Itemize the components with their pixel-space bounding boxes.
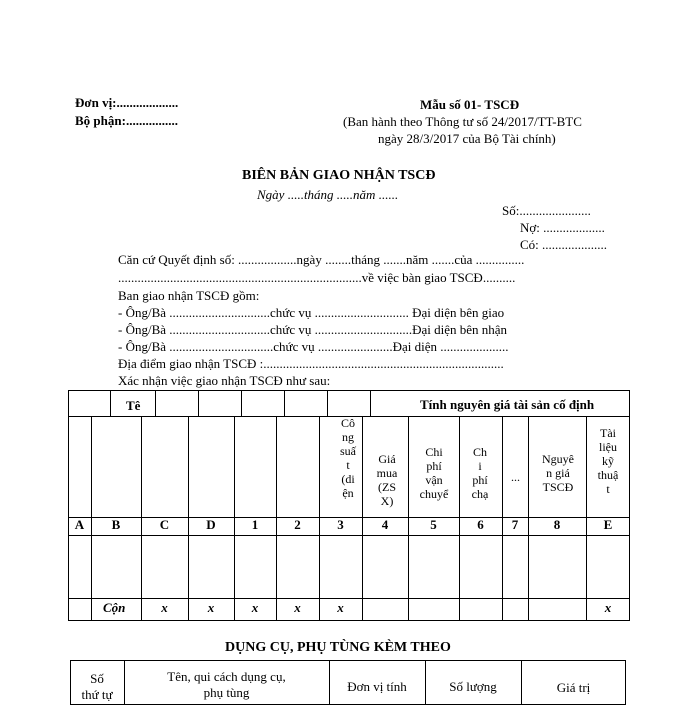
column-index-9: 6 [477, 517, 484, 532]
department-label: Bộ phận:................ [75, 113, 178, 128]
total-mark-0: x [161, 600, 168, 615]
accessories-header-unit: Đơn vị tính [347, 679, 407, 694]
column-index-7: 4 [381, 517, 389, 532]
accessories-header-no: Số thứ tự [81, 671, 113, 702]
accessories-header-value: Giá trị [556, 680, 591, 695]
credit-account: Có: .................... [520, 237, 608, 252]
column-index-11: 8 [553, 517, 561, 532]
issued-by-line1: (Ban hành theo Thông tư số 24/2017/TT-BTC [343, 114, 582, 129]
document-number: Số:...................... [502, 203, 591, 218]
column-index-8: 5 [430, 517, 437, 532]
debit-account: Nợ: ................... [520, 220, 605, 235]
body-line-giver: - Ông/Bà ...............................chức vụ ............................. Đại diện bên giao [118, 305, 505, 320]
document-title: BIÊN BẢN GIAO NHẬN TSCĐ [242, 168, 436, 183]
column-index-10: 7 [511, 517, 519, 532]
body-line-basis: Căn cứ Quyết định số: ..................ngày ........tháng .......năm .......của ............... [118, 252, 525, 267]
total-row-label: Cộn [103, 600, 126, 615]
body-line-representative: - Ông/Bà ................................chức vụ .......................Đại diện ..................... [118, 339, 509, 354]
unit-label: Đơn vị:................... [75, 95, 179, 110]
total-mark-1: x [207, 600, 215, 615]
accessories-header-quantity: Số lượng [449, 679, 497, 694]
body-line-confirmation: Xác nhận việc giao nhận TSCĐ như sau: [118, 373, 331, 388]
accessories-title: DỤNG CỤ, PHỤ TÙNG KÈM THEO [225, 640, 451, 655]
total-mark-4: x [337, 600, 344, 615]
column-index-1: B [111, 517, 121, 532]
document-date: Ngày .....tháng .....năm ...... [257, 187, 399, 202]
column-index-2: C [159, 517, 170, 532]
total-mark-5: x [604, 600, 612, 615]
header-other: ... [511, 470, 520, 484]
body-line-committee: Ban giao nhận TSCĐ gồm: [118, 288, 260, 303]
column-index-0: A [74, 517, 85, 532]
column-index-3: D [206, 517, 216, 532]
form-code: Mẫu số 01- TSCĐ [420, 97, 520, 112]
header-transport-cost: Chi phí vận chuyể [419, 445, 449, 501]
header-original-cost-group: Tính nguyên giá tài sản cố định [420, 397, 595, 412]
body-line-receiver: - Ông/Bà ...............................chức vụ ..............................Đại diện bên nhận [118, 322, 508, 337]
header-technical-docs: Tài liệu kỹ thuậ t [597, 426, 619, 496]
column-index-4: 1 [251, 517, 259, 532]
header-purchase-price: Giá mua (ZS X) [376, 452, 398, 508]
accessories-header-name: Tên, qui cách dụng cụ, phụ tùng [167, 669, 286, 700]
body-line-handover: ...........................................................................về việc bàn giao TSCĐ.......... [118, 270, 516, 285]
column-index-12: E [603, 517, 613, 532]
header-capacity: Cô ng suấ t (di ện [340, 416, 356, 500]
header-name-partial: Tê [126, 398, 141, 413]
body-line-location: Địa điểm giao nhận TSCĐ :.......................................................................... [118, 356, 504, 371]
total-mark-3: x [294, 600, 301, 615]
total-mark-2: x [251, 600, 259, 615]
column-index-5: 2 [294, 517, 301, 532]
header-trial-run-cost: Ch i phí chạ [471, 445, 489, 501]
header-original-cost: Nguyê n giá TSCĐ [542, 452, 574, 494]
column-index-6: 3 [337, 517, 344, 532]
issued-by-line2: ngày 28/3/2017 của Bộ Tài chính) [378, 131, 556, 146]
